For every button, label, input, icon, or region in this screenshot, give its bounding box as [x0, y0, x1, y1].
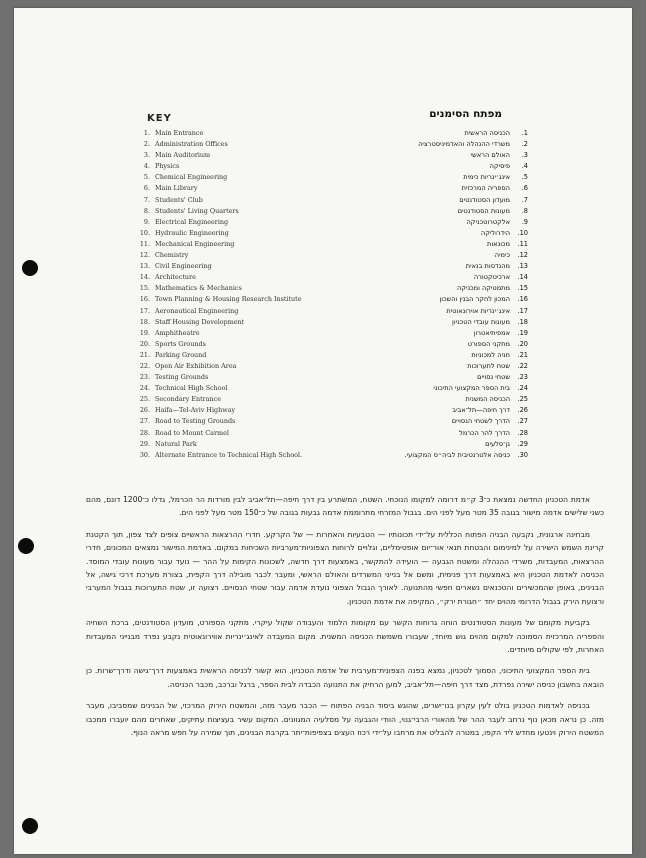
key-item-label: Sports Grounds — [155, 339, 206, 348]
hebrew-key-item-number: 5. — [521, 173, 528, 182]
punch-hole-top — [22, 260, 38, 276]
hebrew-key-item-number: 22. — [517, 361, 528, 370]
key-item-label: Administration Offices — [155, 140, 228, 149]
hebrew-key-item-number: 12. — [517, 251, 528, 260]
hebrew-key-item-label: כניסה אלטרנטיבית לביה״ס המקצועי. — [404, 450, 510, 459]
hebrew-key-item-label: דרך חיפה—תל־אביב — [452, 406, 510, 415]
hebrew-key-item — [314, 428, 528, 439]
hebrew-key-item — [314, 450, 528, 461]
hebrew-key-item-label: הספריה המרכזית — [461, 184, 510, 193]
hebrew-key-item-number: 28. — [517, 428, 528, 437]
key-item-number: 24. — [139, 384, 150, 393]
hebrew-key-item-label: כימיה — [494, 251, 510, 260]
hebrew-key-item-label: הדרך להר הכרמל — [459, 428, 510, 437]
key-item-number: 14. — [139, 273, 150, 282]
hebrew-key-item — [314, 283, 528, 294]
hebrew-key-item — [314, 405, 528, 416]
hebrew-key-item-label: בית הספר המקצועי התיכוני — [433, 384, 510, 393]
hebrew-key-item-number: 20. — [517, 339, 528, 348]
body-paragraph: מבחינה ארגונית, נקבעה הבניה הפתוח הכללית על־ידי תכונותיו — הטבעיות והאחרות — של הקרקע. חדרי ההרצאות הראשיים צופים לצד צפון, תוך הקטנת קרינת השמש הישירה על למינימום והבטחת תנאי אור־יום אופטימליים, וגלויים לרוחות הצפוניות־מערביות השכיחות במקום. באדמת המישור נמצאים המכונים, חדרי ההרצאות, המעבדות, משרדי ההנהלה ומשטח הגבעה — הועידה להתקשר, באמצעות דרך חדשה, לשכונות הקימות על ההר — נועד עבור מעונות עובדי המוסד. הכניסה לאדמת הטכניון היא באמצעות דרך פנימית, ומשם אל בנייני המשרדים והאולם הראשי, ומעבר לכבר מובילה דרך הקפית, בצורת מערכת דרכי גישה, אל הבנינים, באופן שהמכשירים והטכנאים נשארים חפשי מהתנועה. לאורך הגבול הצפוני נועדת אדמה עבור שטחי הנסויים. רצועה זו, שטח התערוכות בגבול המערבי ורצועת הירק בגבול הדרומי מהוים יחד ״חגורת ירק״, המקיפה את אדמת הטכניון. — [86, 529, 604, 606]
key-item-label: Natural Park — [155, 439, 197, 448]
hebrew-key-item — [314, 206, 528, 217]
key-item-number: 4. — [143, 162, 150, 171]
hebrew-key-item — [314, 139, 528, 150]
hebrew-key-item-label: האולם הראשי — [470, 151, 510, 160]
hebrew-key-item-number: 19. — [517, 328, 528, 337]
hebrew-key-item-label: מועדון הסטודנטים — [459, 195, 510, 204]
key-item-number: 25. — [139, 395, 150, 404]
key-item-label: Road to Mount Carmel — [155, 428, 229, 437]
hebrew-key-item-label: אלקטרוטכניקה — [466, 217, 510, 226]
key-item-label: Chemical Engineering — [155, 173, 228, 182]
key-item-number: 8. — [143, 206, 150, 215]
hebrew-key-item-label: שטחי נסויים — [477, 373, 510, 382]
hebrew-key-item-number: 4. — [521, 162, 528, 171]
key-item-label: Alternate Entrance to Technical High School. — [155, 450, 303, 459]
key-item-number: 20. — [139, 339, 150, 348]
hebrew-key-item — [314, 383, 528, 394]
hebrew-key-item-number: 15. — [517, 284, 528, 293]
body-text — [86, 493, 604, 748]
key-item-number: 15. — [139, 284, 150, 293]
key-item-label: Civil Engineering — [155, 262, 212, 271]
key-item-number: 11. — [139, 239, 150, 248]
key-item-label: Mechanical Engineering — [155, 239, 235, 248]
hebrew-key-item-label: אמפיתיאטרון — [473, 328, 510, 337]
key-item-number: 27. — [139, 417, 150, 426]
key-item-label: Students' Club — [155, 195, 203, 204]
key-item-number: 21. — [139, 350, 150, 359]
hebrew-key-item-number: 11. — [517, 239, 528, 248]
hebrew-key-item-number: 18. — [517, 317, 528, 326]
key-item-label: Parking Ground — [155, 350, 207, 359]
hebrew-key-item — [314, 328, 528, 339]
key-item-number: 29. — [139, 439, 150, 448]
key-item-label: Aeronautical Engineering — [155, 306, 239, 315]
key-item-number: 23. — [139, 373, 150, 382]
key-item-label: Hydraulic Engineering — [155, 228, 229, 237]
key-item-number: 6. — [143, 184, 150, 193]
hebrew-key-item-number: 7. — [521, 195, 528, 204]
hebrew-key-item-label: חניה למכוניות — [471, 350, 510, 359]
hebrew-key-item — [314, 394, 528, 405]
hebrew-key-item-label: אינג׳ינריות אוירונאוטית — [446, 306, 510, 315]
hebrew-key-item-number: 13. — [517, 262, 528, 271]
hebrew-key-item — [314, 239, 528, 250]
hebrew-key-item-label: הכניסה המשנית — [465, 395, 510, 404]
key-item-label: Main Auditorium — [155, 151, 211, 160]
key-item-number: 13. — [139, 262, 150, 271]
key-item-number: 7. — [143, 195, 150, 204]
key-item-number: 12. — [139, 251, 150, 260]
key-title: KEY — [147, 113, 172, 124]
key-item-label: Town Planning & Housing Research Institute — [155, 295, 302, 304]
hebrew-key-item — [314, 250, 528, 261]
key-item-number: 26. — [139, 406, 150, 415]
hebrew-key-item — [314, 183, 528, 194]
hebrew-key-item — [314, 150, 528, 161]
hebrew-key-item — [314, 261, 528, 272]
hebrew-key-item-number: 23. — [517, 373, 528, 382]
hebrew-key-item — [314, 306, 528, 317]
key-item-number: 18. — [139, 317, 150, 326]
hebrew-key-item-number: 9. — [521, 217, 528, 226]
hebrew-key-item-number: 6. — [521, 184, 528, 193]
hebrew-key-item-label: הדרך לשטחי הנסויים — [451, 417, 510, 426]
body-paragraph: בקביעת מקומם של מעונות הסטודנטים הוחה גרוחות הקשר עם מקומות הלמוד והעבודה שקול עיקרי. מתקני הספורט, מועדון הסטודנטים, ברכת השחיה והספריה המרכזית הסמוכה למקום מהוים גוש מיוחד, שעבורו משמשת הכניסה המשנית. מקום המעבדה לאינג׳ינריות אווירונאוטית נקבע נפרד מבנייני המעבדות האחרות, לפי שקולים מיוחדים. — [86, 618, 604, 655]
key-item-label: Haifa—Tel-Aviv Highway — [155, 406, 236, 415]
hebrew-key-item-number: 29. — [517, 439, 528, 448]
hebrew-key-title: מפתח הסימנים — [429, 108, 502, 120]
key-item-label: Secondary Entrance — [155, 395, 221, 404]
hebrew-key-item-label: מכונאות — [487, 239, 510, 248]
key-item-number: 3. — [143, 151, 150, 160]
key-item-label: Physics — [155, 162, 180, 171]
key-item-label: Road to Testing Grounds — [155, 417, 236, 426]
hebrew-key-item-label: המכון לחקר הבנין והשכון — [439, 295, 510, 304]
hebrew-key-item-number: 17. — [517, 306, 528, 315]
hebrew-key-item — [314, 195, 528, 206]
key-item-label: Students' Living Quarters — [155, 206, 239, 215]
hebrew-key-item-number: 1. — [521, 129, 528, 137]
hebrew-key-item-label: מהנדסות בנאית — [465, 262, 510, 271]
hebrew-key-item-number: 8. — [521, 206, 528, 215]
hebrew-key-item-number: 26. — [517, 406, 528, 415]
hebrew-key-item-label: ארכיטקטורה — [473, 273, 510, 282]
hebrew-key-item-label: משרדי ההנהלה והאדמיניסטרציה — [418, 140, 510, 149]
hebrew-key-item — [314, 372, 528, 383]
hebrew-key-item-number: 25. — [517, 395, 528, 404]
key-item-label: Main Entrance — [155, 129, 204, 137]
hebrew-key-item-label: שטח לתערוכות — [467, 361, 510, 370]
hebrew-key-item-number: 14. — [517, 273, 528, 282]
hebrew-key-item-label: מעונות עובדי הטכניון — [452, 317, 510, 326]
key-item-label: Testing Grounds — [155, 373, 209, 382]
hebrew-key-item-number: 21. — [517, 350, 528, 359]
body-paragraph: בכניסה לאדמות הטכניון בולט לעין עקרון בנו־ישרים, שהוגש ביסוד הבניה הפתוח — הכבר מעבר מזה, והמשטח הירוק המרכזי, של הבנינים שמסביבו, מעבר מזה. כן נראה מכאן נוף נרחב לעבר ההר של מהאורי הרבי־גנוי, הוודי והגבעה על מסלעיה המגוונים. המקום עשיר בעציצות עתיקים, שאחרים מהם יועברו ממכבו המשטח הירוק וינטעו מחדש ליד הקפו, במטרה להבליט את מרחבו על־ידי רכוז העצים בצפיפות־יתר בקרבת הבנינים, תוך שמירה על חפש מראה הנוף. — [86, 701, 604, 738]
key-item-label: Technical High School — [155, 384, 228, 393]
hebrew-key-item — [314, 361, 528, 372]
hebrew-key-item — [314, 172, 528, 183]
hebrew-key-item-label: גן־סלעים — [485, 439, 510, 448]
hebrew-key-item-number: 10. — [517, 228, 528, 237]
hebrew-key-item-label: פיסיקה — [489, 162, 510, 171]
hebrew-key-item — [314, 272, 528, 283]
hebrew-key-item — [314, 350, 528, 361]
key-item-label: Amphitheatre — [155, 328, 200, 337]
hebrew-key-item — [314, 439, 528, 450]
key-item-label: Main Library — [155, 184, 198, 193]
body-paragraph: אדמת הטכניון החדשה נמצאת כ־3 ק״מ דרומה למקומו הנוכחי. השטח, המשתרע בין דרך חיפה—תל־אביב לבין מורדות הר הכרמל, גדלו כ־1200 דונם, מהם כשני שלישים אדמה מישור בגובה 35 מטר מעל לפני הים. בגבול המזרחי מתרוממת אדמה גבעות בגובה של כ־150 מטר מעל לפני הים. — [86, 495, 604, 518]
key-item-label: Architecture — [155, 273, 196, 282]
hebrew-key-item-number: 16. — [517, 295, 528, 304]
hebrew-key-item — [314, 339, 528, 350]
hebrew-key-item-label: אינג׳ינריות כימית — [463, 173, 510, 182]
key-item-number: 9. — [143, 217, 150, 226]
hebrew-key-item-label: מעונות הסטודנטים — [457, 206, 510, 215]
key-item-number: 17. — [139, 306, 150, 315]
hebrew-key-item — [314, 128, 528, 139]
key-item-label: Mathematics & Mechanics — [155, 284, 242, 293]
key-item-number: 2. — [143, 140, 150, 149]
hebrew-key-item — [314, 416, 528, 427]
key-item-label: Electrical Engineering — [155, 217, 229, 226]
hebrew-key-item — [314, 317, 528, 328]
hebrew-key-item-number: 30. — [517, 450, 528, 459]
key-item-label: Chemistry — [155, 251, 189, 260]
key-item-number: 19. — [139, 328, 150, 337]
hebrew-key-item — [314, 217, 528, 228]
hebrew-key-list — [314, 128, 528, 461]
hebrew-key-item-number: 2. — [521, 140, 528, 149]
hebrew-key-item-number: 3. — [521, 151, 528, 160]
hebrew-key-item — [314, 161, 528, 172]
punch-hole-middle — [18, 538, 34, 554]
key-item-label: Open Air Exhibition Area — [155, 361, 237, 370]
hebrew-key-item-label: מתקני הספורט — [467, 339, 510, 348]
key-item-number: 22. — [139, 361, 150, 370]
hebrew-key-item-label: הכניסה הראשית — [464, 129, 510, 137]
body-paragraph: בית הספר המקצועי התיכוני, הסמוך לטכניון, נמצא בפנה הצפונית־מערבית של אדמת הטכניון. הוא קשור לכניסה הראשית באמצעות דרך־גישה ודרך־שרות. כן הובאה בחשבון כניסה ישירה נפרדת, מצד דרך חיפה—תל־אביב, למען הרחיק את התנועה הכבדה לבית הספר, ברגל וברכב, מכבר הכניסה. — [86, 666, 604, 689]
document-page — [14, 8, 632, 854]
hebrew-key-item-number: 27. — [517, 417, 528, 426]
key-item-number: 10. — [139, 228, 150, 237]
punch-hole-bottom — [22, 818, 38, 834]
key-item-number: 16. — [139, 295, 150, 304]
key-item-number: 1. — [143, 129, 150, 137]
key-item-number: 28. — [139, 428, 150, 437]
hebrew-key-item — [314, 294, 528, 305]
hebrew-key-item-label: הידרוליקה — [480, 228, 510, 237]
key-item-number: 5. — [143, 173, 150, 182]
key-item-number: 30. — [139, 450, 150, 459]
hebrew-key-item-label: מתמטיקה ומכניקה — [457, 284, 510, 293]
key-item-label: Staff Housing Development — [155, 317, 245, 326]
hebrew-key-item — [314, 228, 528, 239]
hebrew-key-item-number: 24. — [517, 384, 528, 393]
